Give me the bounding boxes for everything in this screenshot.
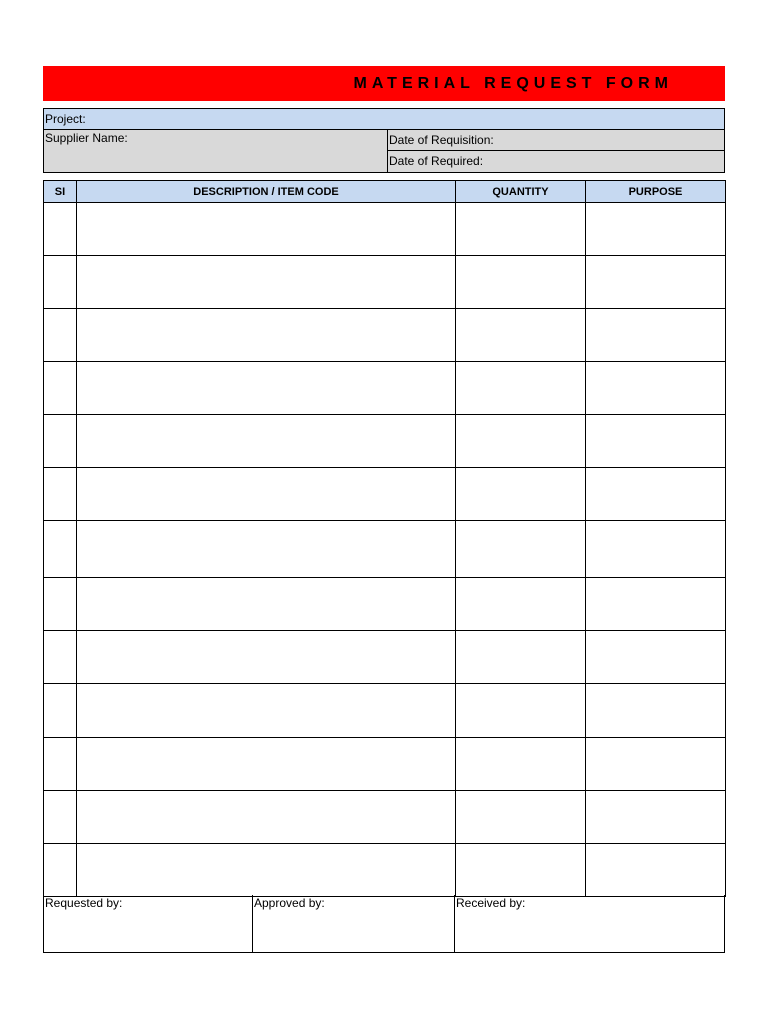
supplier-name-label: Supplier Name: (45, 131, 128, 145)
table-row (44, 631, 726, 684)
quantity-cell[interactable] (456, 578, 586, 631)
purpose-cell[interactable] (586, 309, 726, 362)
purpose-cell[interactable] (586, 362, 726, 415)
quantity-cell[interactable] (456, 631, 586, 684)
si-cell[interactable] (44, 468, 77, 521)
quantity-cell[interactable] (456, 684, 586, 738)
si-cell[interactable] (44, 631, 77, 684)
si-cell[interactable] (44, 738, 77, 791)
purpose-cell[interactable] (586, 844, 726, 897)
column-header-description: DESCRIPTION / ITEM CODE (77, 181, 456, 203)
requested-by-field[interactable] (44, 895, 253, 952)
received-by-label: Received by: (456, 896, 526, 910)
description-cell[interactable] (77, 631, 456, 684)
description-cell[interactable] (77, 256, 456, 309)
si-cell[interactable] (44, 415, 77, 468)
table-row (44, 738, 726, 791)
table-body (44, 203, 726, 897)
description-cell[interactable] (77, 309, 456, 362)
table-row (44, 468, 726, 521)
supplier-name-field[interactable] (44, 130, 388, 172)
column-header-si: SI (44, 181, 77, 203)
column-header-purpose: PURPOSE (586, 181, 726, 203)
form-title-bar (43, 66, 725, 101)
si-cell[interactable] (44, 362, 77, 415)
table-row (44, 791, 726, 844)
description-cell[interactable] (77, 521, 456, 578)
description-cell[interactable] (77, 415, 456, 468)
purpose-cell[interactable] (586, 256, 726, 309)
quantity-cell[interactable] (456, 791, 586, 844)
description-cell[interactable] (77, 791, 456, 844)
quantity-cell[interactable] (456, 203, 586, 256)
purpose-cell[interactable] (586, 415, 726, 468)
requested-by-label: Requested by: (45, 896, 123, 910)
table-row (44, 578, 726, 631)
quantity-cell[interactable] (456, 844, 586, 897)
si-cell[interactable] (44, 844, 77, 897)
si-cell[interactable] (44, 203, 77, 256)
table-row (44, 256, 726, 309)
purpose-cell[interactable] (586, 578, 726, 631)
quantity-cell[interactable] (456, 738, 586, 791)
date-of-required-field[interactable] (388, 151, 724, 172)
table-row (44, 362, 726, 415)
purpose-cell[interactable] (586, 203, 726, 256)
si-cell[interactable] (44, 684, 77, 738)
date-of-requisition-label: Date of Requisition: (389, 133, 494, 147)
purpose-cell[interactable] (586, 468, 726, 521)
description-cell[interactable] (77, 738, 456, 791)
description-cell[interactable] (77, 203, 456, 256)
si-cell[interactable] (44, 791, 77, 844)
form-title: MATERIAL REQUEST FORM (353, 74, 673, 92)
si-cell[interactable] (44, 309, 77, 362)
si-cell[interactable] (44, 521, 77, 578)
quantity-cell[interactable] (456, 468, 586, 521)
purpose-cell[interactable] (586, 684, 726, 738)
received-by-field[interactable] (455, 895, 724, 952)
quantity-cell[interactable] (456, 256, 586, 309)
quantity-cell[interactable] (456, 415, 586, 468)
table-row (44, 309, 726, 362)
quantity-cell[interactable] (456, 309, 586, 362)
description-cell[interactable] (77, 684, 456, 738)
column-header-quantity: QUANTITY (456, 181, 586, 203)
quantity-cell[interactable] (456, 521, 586, 578)
purpose-cell[interactable] (586, 631, 726, 684)
signature-section (43, 895, 725, 953)
approved-by-field[interactable] (253, 895, 455, 952)
project-label: Project: (45, 112, 86, 126)
purpose-cell[interactable] (586, 791, 726, 844)
description-cell[interactable] (77, 844, 456, 897)
si-cell[interactable] (44, 256, 77, 309)
purpose-cell[interactable] (586, 738, 726, 791)
table-header-row (44, 181, 726, 203)
table-row (44, 521, 726, 578)
project-field[interactable] (44, 109, 724, 130)
description-cell[interactable] (77, 468, 456, 521)
quantity-cell[interactable] (456, 362, 586, 415)
description-cell[interactable] (77, 578, 456, 631)
date-of-requisition-field[interactable] (388, 130, 724, 151)
table-row (44, 415, 726, 468)
table-row (44, 203, 726, 256)
items-table (43, 180, 726, 897)
description-cell[interactable] (77, 362, 456, 415)
approved-by-label: Approved by: (254, 896, 325, 910)
date-of-required-label: Date of Required: (389, 154, 484, 168)
table-row (44, 844, 726, 897)
purpose-cell[interactable] (586, 521, 726, 578)
si-cell[interactable] (44, 578, 77, 631)
table-row (44, 684, 726, 738)
header-section (43, 108, 725, 173)
